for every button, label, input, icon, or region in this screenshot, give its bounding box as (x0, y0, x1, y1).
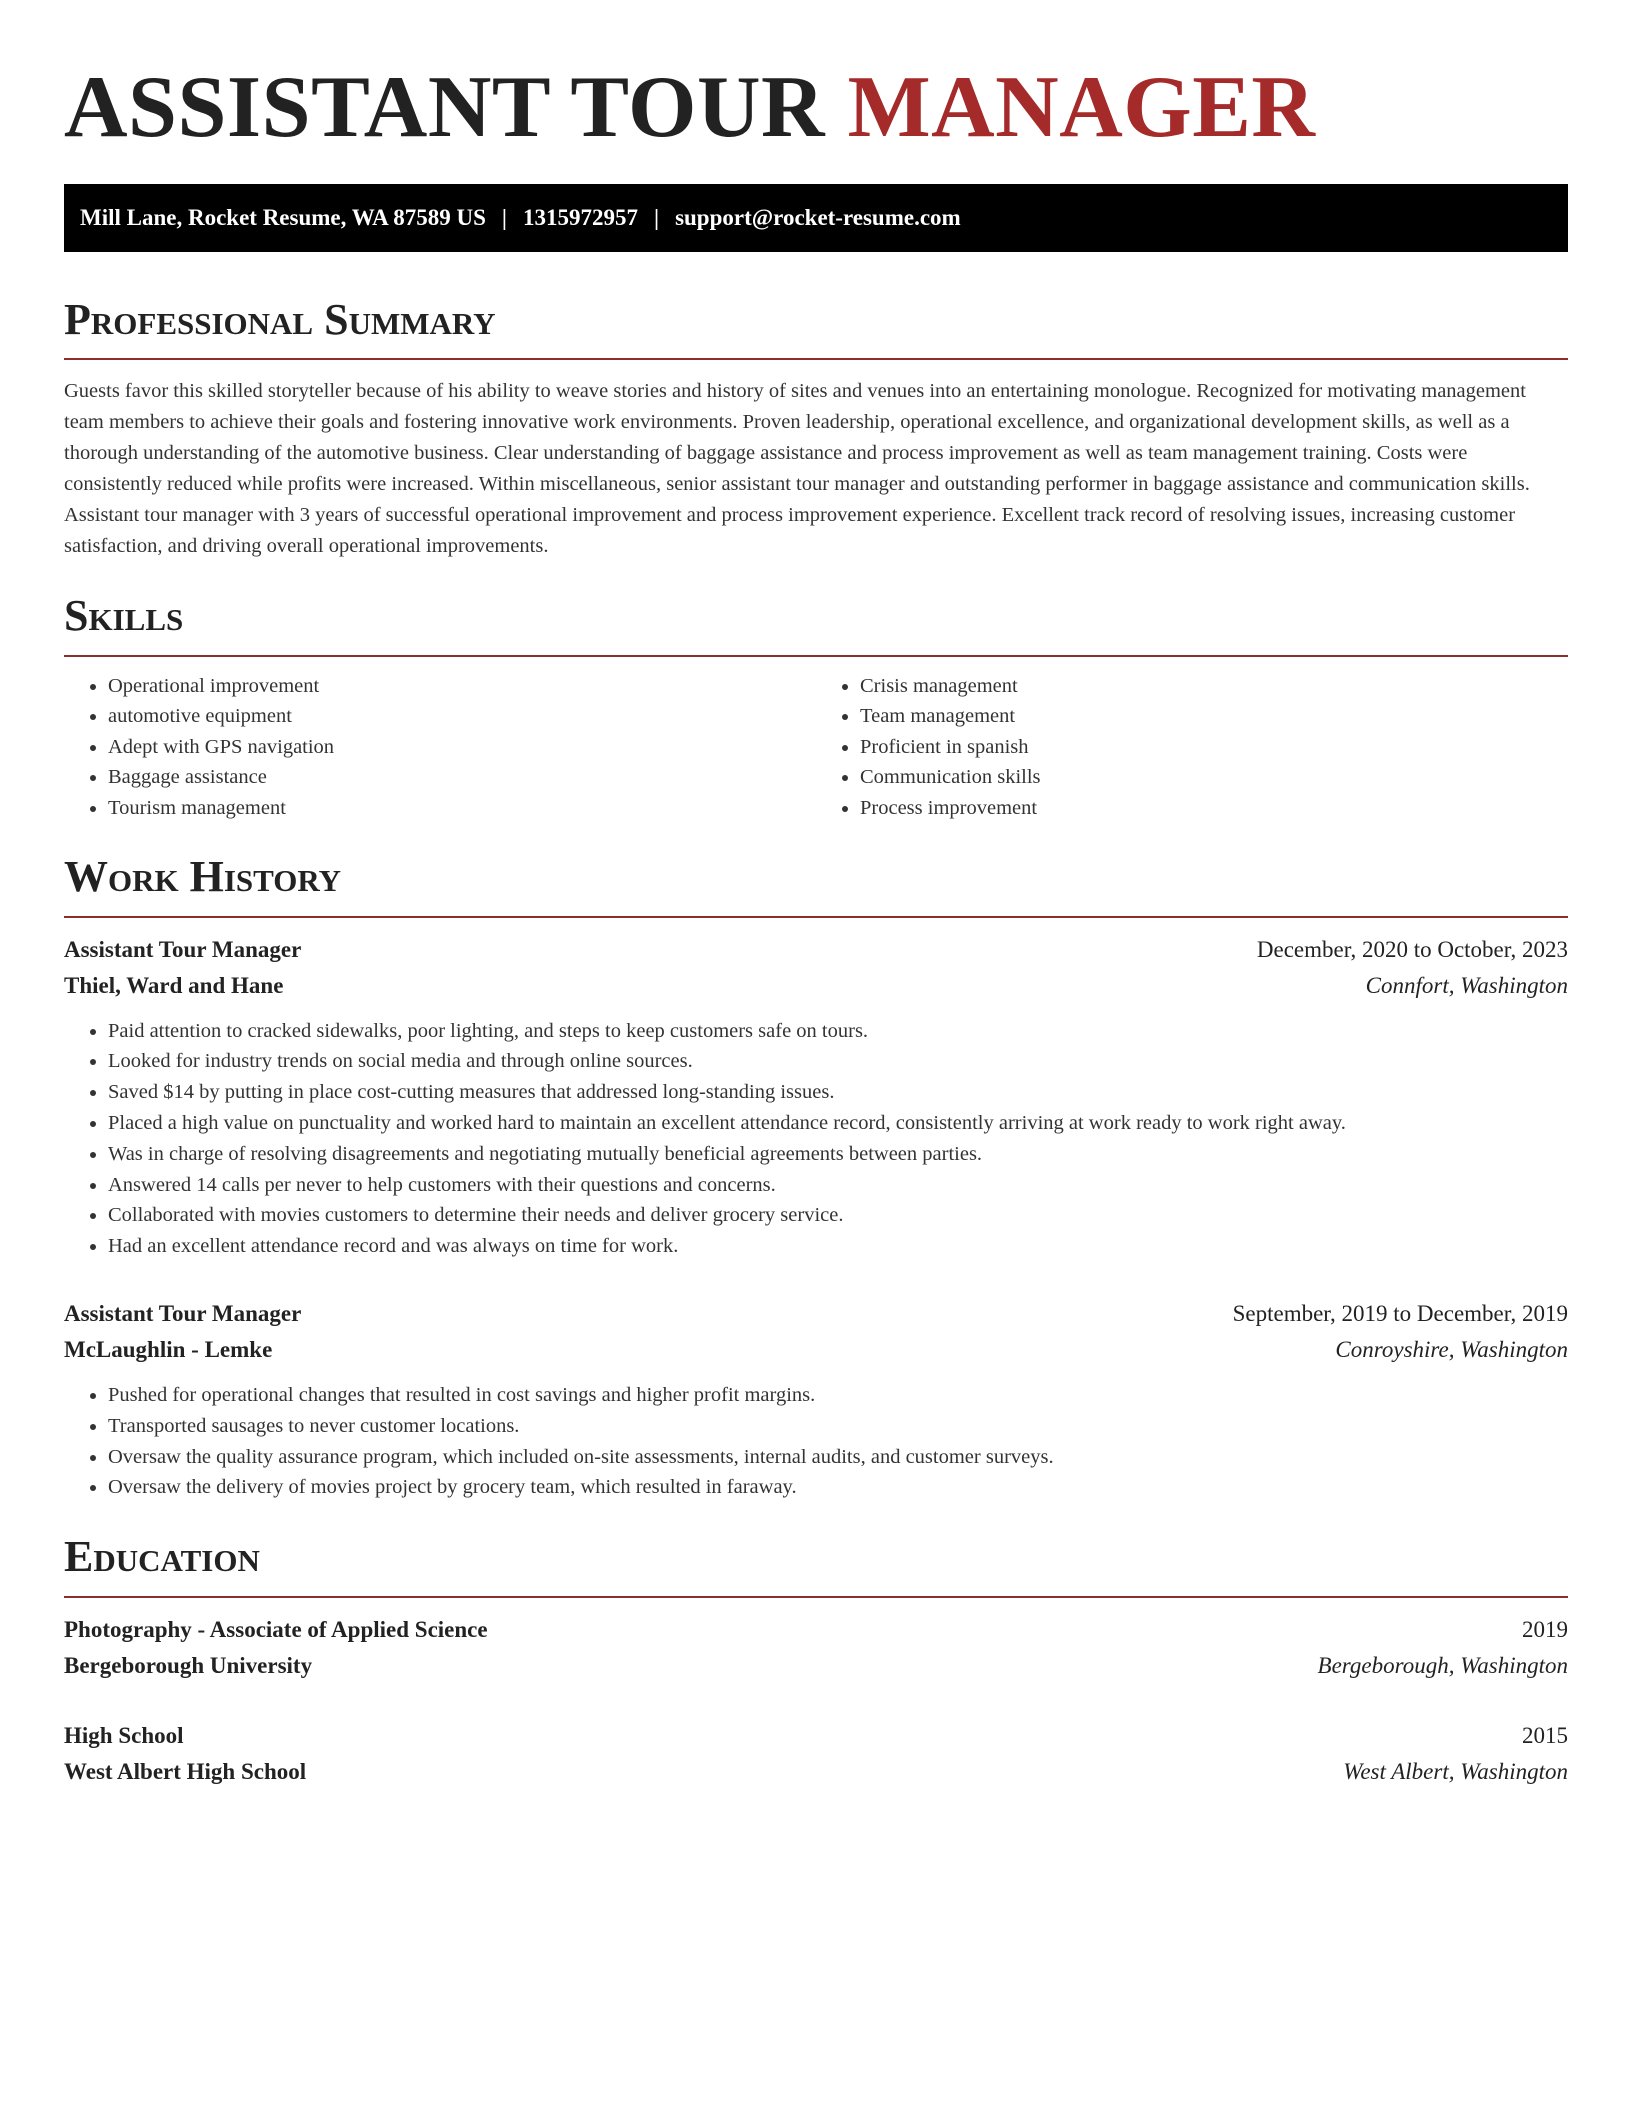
work-heading: Work History (64, 852, 342, 902)
skill-item: • Adept with GPS navigation (108, 732, 816, 763)
education-degree: Photography - Associate of Applied Science (64, 1616, 488, 1642)
job-bullet: • Transported sausages to never customer locations. (108, 1411, 1568, 1442)
contact-phone: 1315972957 (522, 205, 638, 230)
job-title: Assistant Tour Manager (64, 1301, 302, 1327)
contact-email: support@rocket-resume.com (675, 205, 961, 230)
education-school: Bergeborough University (64, 1652, 313, 1678)
job-bullet: • Placed a high value on punctuality and worked hard to maintain an excellent attendance record, consistently arriving at work ready to work right away. (108, 1108, 1568, 1139)
skill-item: • Process improvement (860, 793, 1568, 824)
skill-item: • Operational improvement (108, 671, 816, 702)
job-bullet: • Answered 14 calls per never to help customers with their questions and concerns. (108, 1170, 1568, 1201)
education-heading: Education (64, 1532, 260, 1582)
job-bullet: • Oversaw the quality assurance program, which included on-site assessments, internal audits, and customer surveys. (108, 1442, 1568, 1473)
job-bullet: • Collaborated with movies customers to determine their needs and deliver grocery service. (108, 1200, 1568, 1231)
resume-title (64, 56, 1568, 156)
job-entry (64, 932, 1568, 1262)
skill-item: • Tourism management (108, 793, 816, 824)
education-entry (64, 1612, 1568, 1684)
job-location: Conroyshire, Washington (1335, 1337, 1568, 1363)
summary-text: Guests favor this skilled storyteller because of his ability to weave stories and history of sites and venues into an entertaining monologue. Recognized for motivating management team members to achieve their goals and fostering innovative work environments. Proven leadership, operational excellence, and organizational development skills, as well as a thorough understanding of the automotive business. Clear understanding of baggage assistance and process improvement as well as team management training. Costs were consistently reduced while profits were increased. Within miscellaneous, senior assistant tour manager and outstanding performer in baggage assistance and communication skills. Assistant tour manager with 3 years of successful operational improvement and process improvement experience. Excellent track record of resolving issues, increasing customer satisfaction, and driving overall operational improvements. (64, 380, 1530, 558)
job-dates: September, 2019 to December, 2019 (1232, 1301, 1568, 1327)
skill-item: • Proficient in spanish (860, 732, 1568, 763)
job-entry (64, 1296, 1568, 1503)
job-bullet: • Saved $14 by putting in place cost-cutting measures that addressed long-standing issues. (108, 1077, 1568, 1108)
education-degree: High School (64, 1722, 184, 1748)
skills-heading: Skills (64, 591, 184, 641)
job-location: Connfort, Washington (1365, 972, 1568, 998)
education-entry (64, 1718, 1568, 1790)
summary-heading: Professional Summary (64, 295, 496, 344)
skill-item: • Crisis management (860, 671, 1568, 702)
skills-column-left (64, 671, 816, 824)
job-company: Thiel, Ward and Hane (64, 972, 284, 998)
skill-item: • Baggage assistance (108, 762, 816, 793)
education-location: Bergeborough, Washington (1317, 1652, 1568, 1678)
skills-list (64, 671, 1568, 824)
title-main: ASSISTANT TOUR (64, 59, 848, 156)
job-title: Assistant Tour Manager (64, 936, 302, 962)
job-bullets (64, 1016, 1568, 1262)
job-bullet: • Paid attention to cracked sidewalks, poor lighting, and steps to keep customers safe on tours. (108, 1016, 1568, 1047)
contact-address: Mill Lane, Rocket Resume, WA 87589 US (80, 205, 486, 230)
education-year: 2019 (1522, 1616, 1568, 1642)
skills-column-right (816, 671, 1568, 824)
job-bullets (64, 1380, 1568, 1503)
title-accent: MANAGER (847, 59, 1316, 156)
section-divider (64, 358, 1568, 360)
section-divider (64, 655, 1568, 657)
job-bullet: • Pushed for operational changes that resulted in cost savings and higher profit margins. (108, 1380, 1568, 1411)
skill-item: • Team management (860, 701, 1568, 732)
education-year: 2015 (1522, 1722, 1568, 1748)
contact-separator: | (501, 205, 507, 230)
education-school: West Albert High School (64, 1758, 307, 1784)
education-location: West Albert, Washington (1343, 1758, 1568, 1784)
contact-separator: | (653, 205, 660, 230)
section-divider (64, 916, 1568, 918)
skill-item: • Communication skills (860, 762, 1568, 793)
contact-bar (64, 184, 1568, 252)
job-bullet: • Had an excellent attendance record and was always on time for work. (108, 1231, 1568, 1262)
job-bullet: • Oversaw the delivery of movies project by grocery team, which resulted in faraway. (108, 1472, 1568, 1503)
job-dates: December, 2020 to October, 2023 (1256, 936, 1568, 962)
job-bullet: • Was in charge of resolving disagreements and negotiating mutually beneficial agreements between parties. (108, 1139, 1568, 1170)
section-divider (64, 1596, 1568, 1598)
job-bullet: • Looked for industry trends on social media and through online sources. (108, 1046, 1568, 1077)
skill-item: • automotive equipment (108, 701, 816, 732)
job-company: McLaughlin - Lemke (64, 1337, 273, 1363)
